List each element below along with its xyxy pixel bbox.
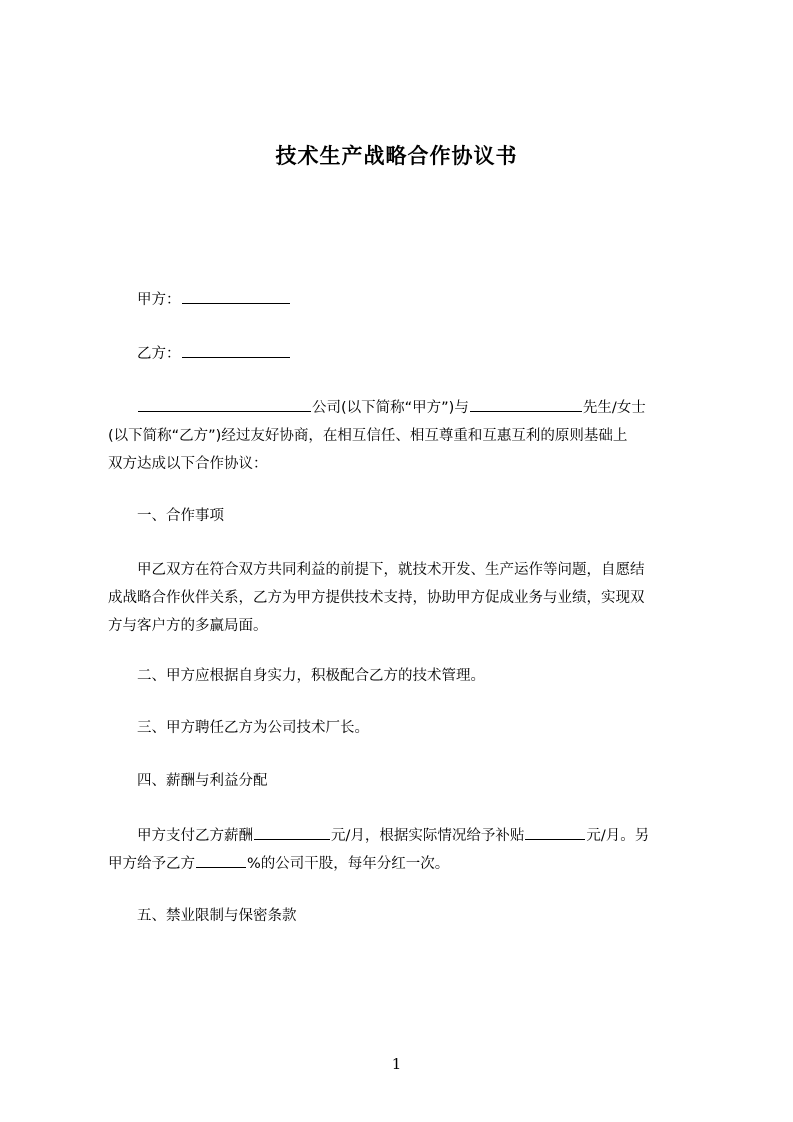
party-a-label: 甲方： <box>137 292 181 308</box>
section-2-heading: 二、甲方应根据自身实力，积极配合乙方的技术管理。 <box>137 668 485 684</box>
subsidy-text: 元/月，根据实际情况给予补贴 <box>331 828 525 844</box>
intro-text-2: 先生/女士 <box>582 400 646 416</box>
section-4-line-2 <box>108 850 708 878</box>
section-5-heading: 五、禁业限制与保密条款 <box>137 908 297 924</box>
section-4-heading: 四、薪酬与利益分配 <box>137 773 268 789</box>
section-3-heading: 三、甲方聘任乙方为公司技术厂长。 <box>137 720 369 736</box>
company-name-blank <box>138 396 311 412</box>
share-percent-blank <box>196 852 246 868</box>
intro-text-1: 公司(以下简称“甲方”)与 <box>312 400 469 416</box>
share-rest-text: %的公司干股，每年分红一次。 <box>247 856 450 872</box>
intro-line-3: 双方达成以下合作协议： <box>108 456 268 472</box>
section-1-line-3: 方与客户方的多赢局面。 <box>108 618 268 634</box>
section-4-line-1 <box>108 822 737 850</box>
party-b-line <box>108 340 737 368</box>
party-b-blank <box>182 342 290 358</box>
subsidy-unit-text: 元/月。另 <box>586 828 650 844</box>
intro-line-1 <box>108 394 737 422</box>
page-title: 技术生产战略合作协议书 <box>275 144 518 168</box>
party-a-line <box>108 286 737 314</box>
subsidy-blank <box>525 824 585 840</box>
salary-text: 甲方支付乙方薪酬 <box>137 828 253 844</box>
share-text: 甲方给予乙方 <box>108 856 195 872</box>
section-1-line-1: 甲乙双方在符合双方共同利益的前提下，就技术开发、生产运作等问题，自愿结 <box>137 562 645 578</box>
section-1-line-2: 成战略合作伙伴关系，乙方为甲方提供技术支持，协助甲方促成业务与业绩，实现双 <box>108 590 645 606</box>
party-b-label: 乙方： <box>137 346 181 362</box>
salary-blank <box>254 824 330 840</box>
section-1-heading: 一、合作事项 <box>137 508 224 524</box>
party-a-blank <box>182 288 290 304</box>
page-number: 1 <box>391 1055 402 1073</box>
person-name-blank <box>470 396 582 412</box>
intro-line-2: (以下简称“乙方”)经过友好协商，在相互信任、相互尊重和互惠互利的原则基础上 <box>108 428 628 444</box>
